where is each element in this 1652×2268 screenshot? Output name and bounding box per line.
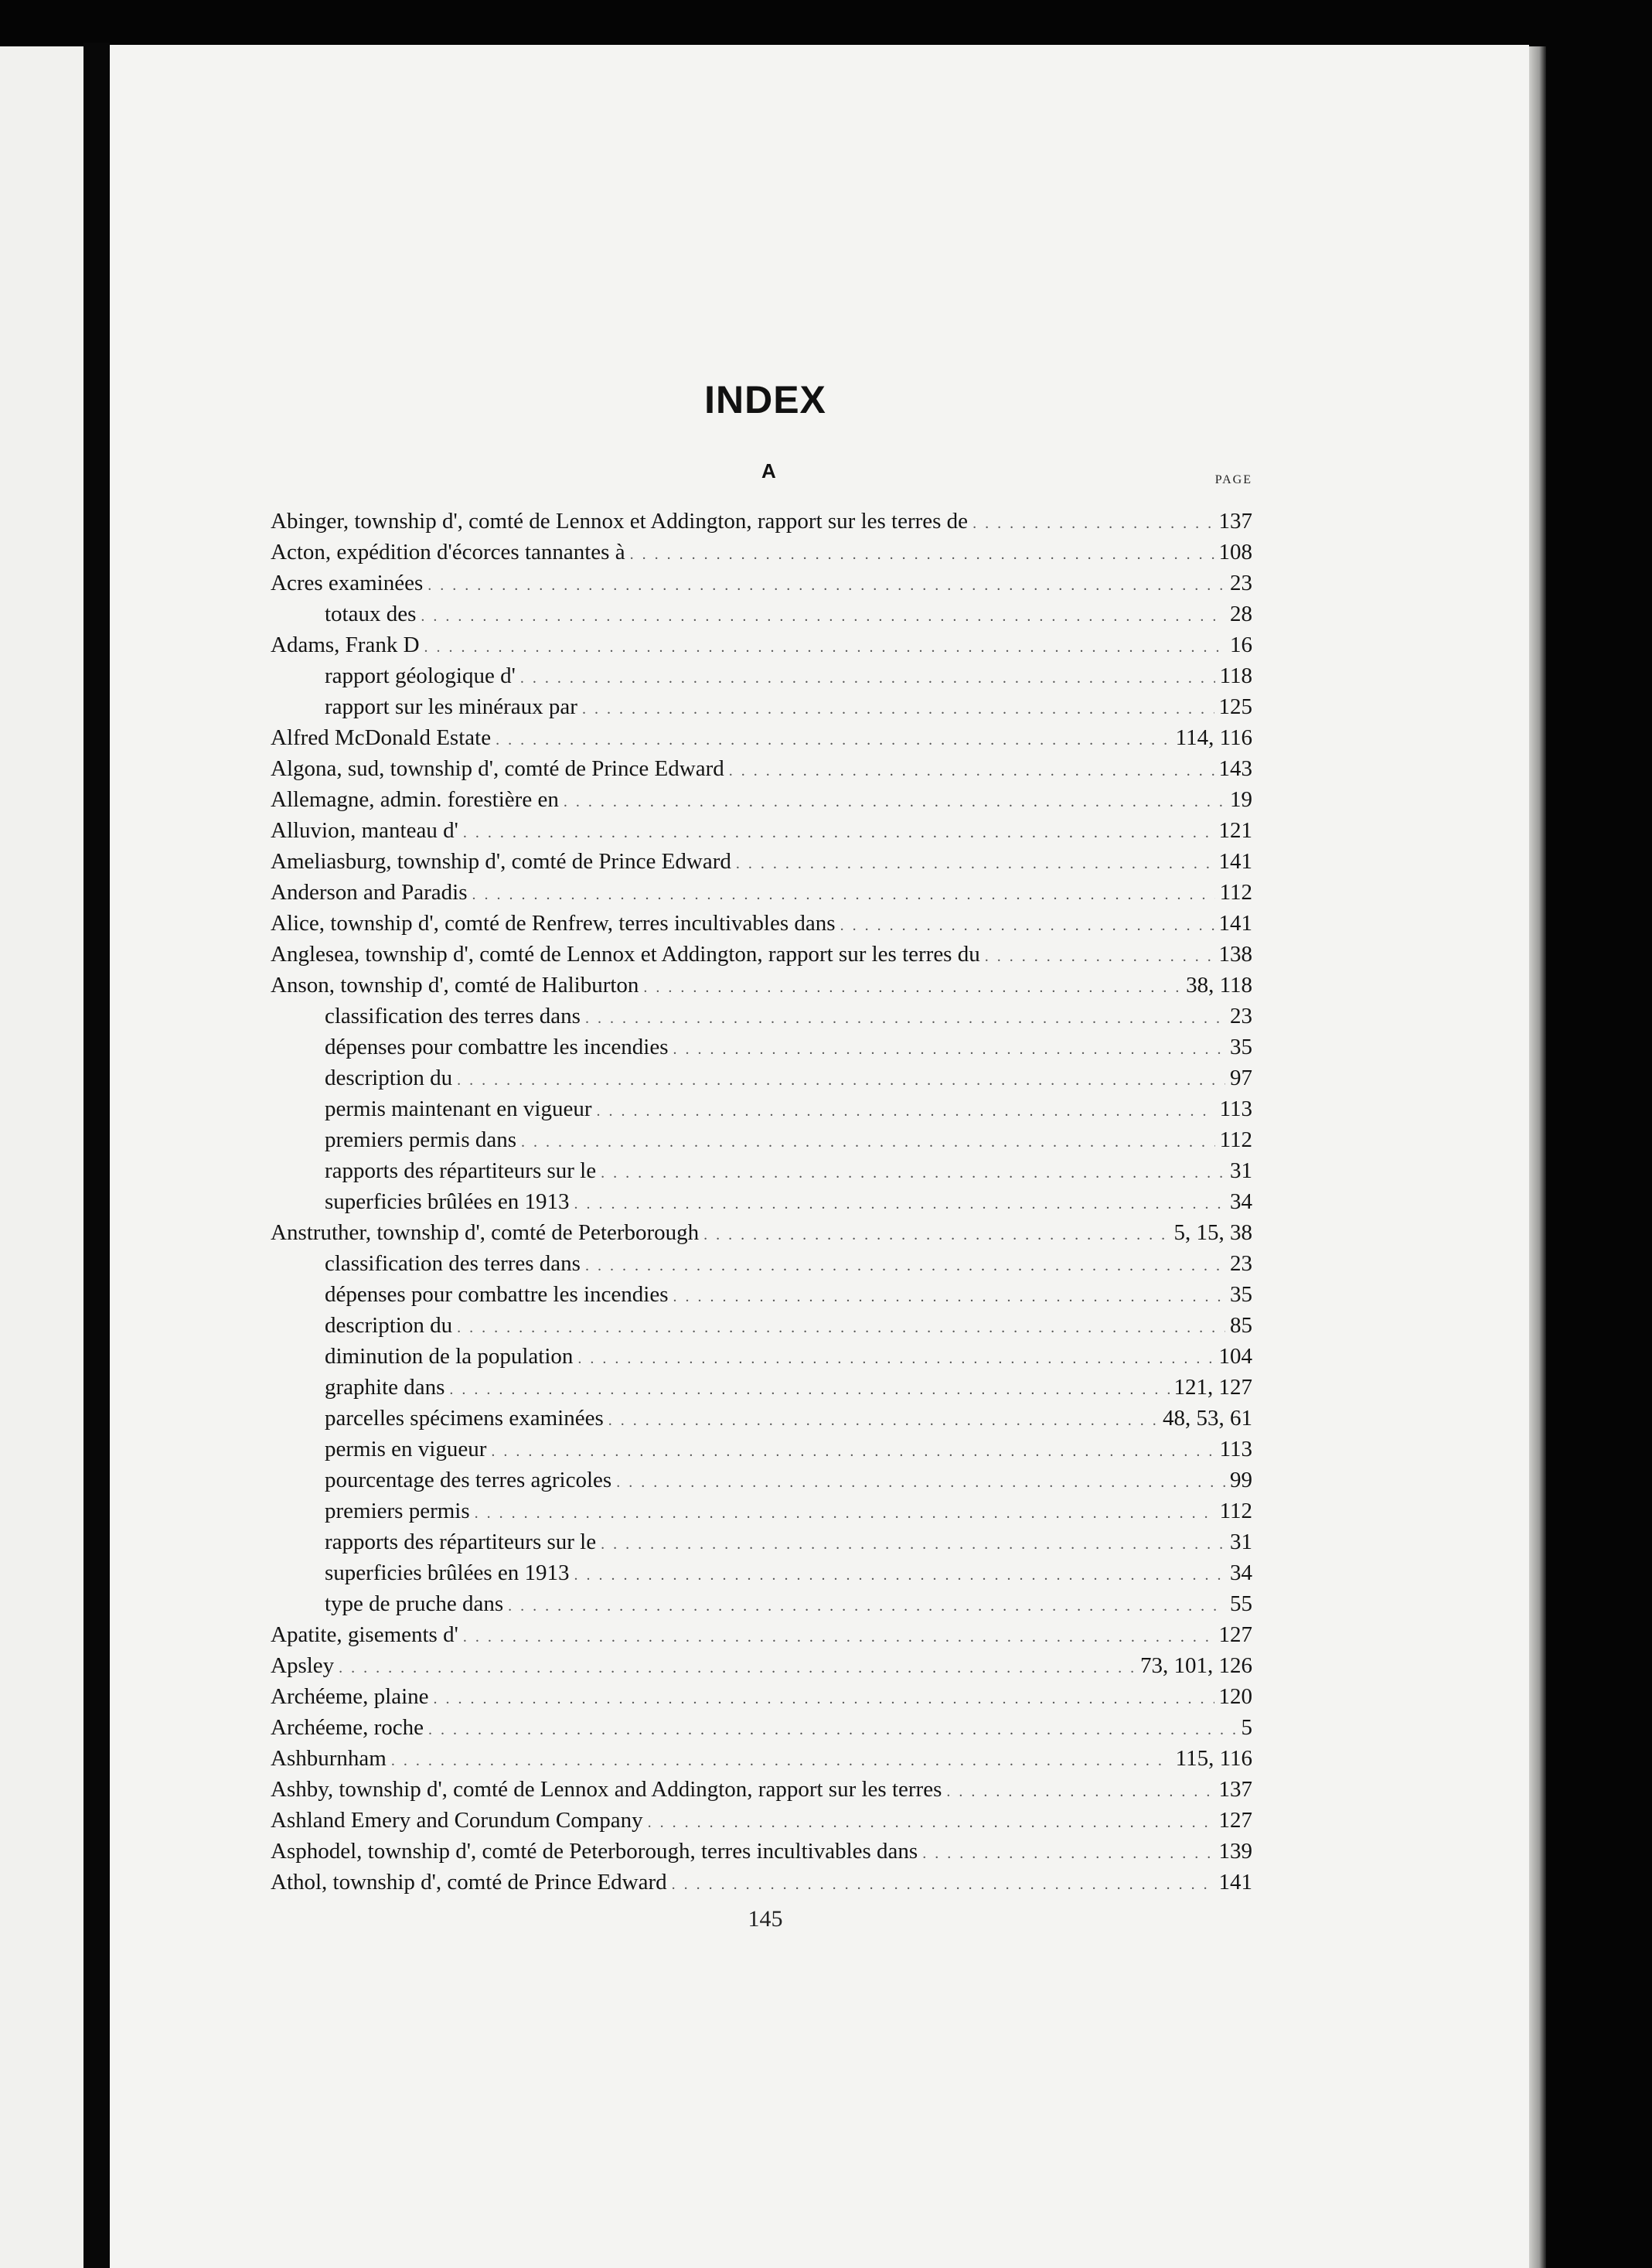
dot-leader [574, 1189, 1225, 1219]
entry-text: rapports des répartiteurs sur le [325, 1158, 597, 1183]
dot-leader [463, 817, 1214, 848]
dot-leader [673, 1034, 1225, 1065]
dot-leader [596, 1096, 1214, 1127]
entry-page-numbers: 5, 15, 38 [1173, 1220, 1252, 1245]
index-entry [271, 939, 1252, 970]
index-entry [271, 537, 1252, 568]
entry-text: Acton, expédition d'écorces tannantes à [271, 540, 625, 564]
dot-leader [946, 1776, 1214, 1807]
entry-page-numbers: 112 [1219, 1499, 1252, 1523]
dot-leader [391, 1745, 1171, 1776]
index-subentry [271, 1124, 1252, 1155]
entry-text: superficies brûlées en 1913 [325, 1560, 570, 1585]
index-subentry [271, 1093, 1252, 1124]
index-entry [271, 1867, 1252, 1898]
entry-page-numbers: 48, 53, 61 [1163, 1406, 1252, 1431]
entry-text: pourcentage des terres agricoles [325, 1468, 612, 1492]
dot-leader [574, 1560, 1225, 1591]
entry-page-numbers: 127 [1218, 1808, 1252, 1833]
entry-page-numbers: 137 [1218, 1777, 1252, 1802]
entry-page-numbers: 121, 127 [1173, 1375, 1252, 1400]
entry-text: rapports des répartiteurs sur le [325, 1530, 597, 1554]
dot-leader [643, 972, 1181, 1003]
entry-text: Acres examinées [271, 571, 424, 595]
entry-page-numbers: 115, 116 [1175, 1746, 1252, 1771]
dot-leader [424, 632, 1225, 663]
index-subentry [271, 1372, 1252, 1403]
entry-page-numbers: 143 [1218, 756, 1252, 781]
entry-page-numbers: 141 [1218, 849, 1252, 874]
index-entry [271, 970, 1252, 1001]
entry-page-numbers: 99 [1230, 1468, 1252, 1492]
entry-page-numbers: 97 [1230, 1066, 1252, 1090]
entry-page-numbers: 5 [1241, 1715, 1252, 1740]
entry-text: totaux des [325, 602, 417, 626]
index-entry [271, 1774, 1252, 1805]
index-entry [271, 1743, 1252, 1774]
index-subentry [271, 1310, 1252, 1341]
dot-leader [520, 663, 1215, 694]
index-entry [271, 908, 1252, 939]
dot-leader [585, 1003, 1225, 1034]
index-entry [271, 1712, 1252, 1743]
entry-page-numbers: 114, 116 [1175, 725, 1252, 750]
index-entry [271, 1681, 1252, 1712]
entry-page-numbers: 141 [1218, 911, 1252, 936]
dot-leader [427, 570, 1225, 601]
entry-page-numbers: 108 [1218, 540, 1252, 564]
entry-page-numbers: 19 [1230, 787, 1252, 812]
dot-leader [673, 1281, 1225, 1312]
index-subentry [271, 1155, 1252, 1186]
entry-text: Alluvion, manteau d' [271, 818, 458, 843]
dot-leader [428, 1714, 1236, 1745]
entry-page-numbers: 23 [1230, 571, 1252, 595]
dot-leader [736, 848, 1214, 879]
index-entry [271, 1650, 1252, 1681]
dot-leader [564, 786, 1225, 817]
index-subentry [271, 1062, 1252, 1093]
index-entry [271, 877, 1252, 908]
entry-page-numbers: 112 [1219, 1127, 1252, 1152]
dot-leader [582, 694, 1214, 725]
entry-page-numbers: 16 [1230, 633, 1252, 657]
entry-page-numbers: 73, 101, 126 [1140, 1653, 1252, 1678]
entry-page-numbers: 127 [1218, 1622, 1252, 1647]
entry-page-numbers: 138 [1218, 942, 1252, 967]
dot-leader [496, 725, 1171, 755]
entry-text: permis en vigueur [325, 1437, 487, 1461]
dot-leader [840, 910, 1214, 941]
index-subentry [271, 1496, 1252, 1526]
index-entry [271, 1619, 1252, 1650]
dot-leader [457, 1065, 1225, 1096]
dot-leader [463, 1622, 1214, 1652]
index-entry [271, 1805, 1252, 1836]
entry-text: rapport géologique d' [325, 663, 516, 688]
entry-text: classification des terres dans [325, 1251, 581, 1276]
entry-page-numbers: 120 [1218, 1684, 1252, 1709]
entry-text: Archéeme, roche [271, 1715, 424, 1740]
entry-text: Ashburnham [271, 1746, 387, 1771]
dot-leader [601, 1529, 1225, 1560]
entry-page-numbers: 38, 118 [1186, 973, 1252, 998]
dot-leader [585, 1250, 1225, 1281]
dot-leader [421, 601, 1225, 632]
entry-text: Anson, township d', comté de Haliburton [271, 973, 639, 998]
dot-leader [630, 539, 1214, 570]
dot-leader [672, 1869, 1214, 1900]
entry-text: Anderson and Paradis [271, 880, 468, 905]
entry-page-numbers: 118 [1219, 663, 1252, 688]
index-subentry [271, 1341, 1252, 1372]
entry-page-numbers: 113 [1219, 1437, 1252, 1461]
entry-page-numbers: 141 [1218, 1870, 1252, 1895]
dot-leader [434, 1683, 1214, 1714]
entry-text: Ashby, township d', comté de Lennox and Addington, rapport sur les terres [271, 1777, 942, 1802]
entry-text: description du [325, 1313, 453, 1338]
dot-leader [457, 1312, 1225, 1343]
dot-leader [449, 1374, 1169, 1405]
entry-text: permis maintenant en vigueur [325, 1096, 592, 1121]
entry-text: premiers permis [325, 1499, 470, 1523]
entry-text: Alfred McDonald Estate [271, 725, 492, 750]
entry-page-numbers: 31 [1230, 1530, 1252, 1554]
entry-text: Alice, township d', comté de Renfrew, terres incultivables dans [271, 911, 836, 936]
page-number: 145 [748, 1906, 783, 1932]
dot-leader [703, 1219, 1169, 1250]
dot-leader [472, 879, 1215, 910]
entry-text: diminution de la population [325, 1344, 574, 1369]
entry-text: classification des terres dans [325, 1004, 581, 1028]
entry-text: rapport sur les minéraux par [325, 694, 577, 719]
entry-page-numbers: 121 [1218, 818, 1252, 843]
index-entry [271, 784, 1252, 815]
index-entry [271, 568, 1252, 599]
entry-text: Allemagne, admin. forestière en [271, 787, 559, 812]
entry-text: Adams, Frank D [271, 633, 420, 657]
entry-page-numbers: 85 [1230, 1313, 1252, 1338]
entry-text: Ameliasburg, township d', comté de Prince Edward [271, 849, 731, 874]
entry-text: Anstruther, township d', comté de Peterborough [271, 1220, 700, 1245]
entry-page-numbers: 34 [1230, 1560, 1252, 1585]
entry-text: parcelles spécimens examinées [325, 1406, 604, 1431]
dot-leader [972, 508, 1214, 539]
dot-leader [616, 1467, 1225, 1498]
entry-page-numbers: 55 [1230, 1591, 1252, 1616]
entry-page-numbers: 28 [1230, 602, 1252, 626]
entry-text: superficies brûlées en 1913 [325, 1189, 570, 1214]
entry-page-numbers: 139 [1218, 1839, 1252, 1864]
index-subentry [271, 1032, 1252, 1062]
index-subentry [271, 1248, 1252, 1279]
index-subentry [271, 1526, 1252, 1557]
entry-text: Algona, sud, township d', comté de Prince Edward [271, 756, 724, 781]
page-title: INDEX [704, 378, 826, 421]
index-subentry [271, 1557, 1252, 1588]
entry-text: graphite dans [325, 1375, 445, 1400]
page-column-heading: PAGE [1214, 473, 1252, 486]
index-entry [271, 815, 1252, 846]
dot-leader [577, 1343, 1214, 1374]
entry-text: Archéeme, plaine [271, 1684, 429, 1709]
entry-page-numbers: 35 [1230, 1282, 1252, 1307]
dot-leader [521, 1127, 1215, 1158]
entry-text: premiers permis dans [325, 1127, 517, 1152]
index-subentry [271, 691, 1252, 722]
dot-leader [491, 1436, 1214, 1467]
index-entry [271, 506, 1252, 537]
index-subentry [271, 660, 1252, 691]
dot-leader [475, 1498, 1215, 1529]
index-subentry [271, 1186, 1252, 1217]
index-subentry [271, 1279, 1252, 1310]
index-subentry [271, 1588, 1252, 1619]
entry-text: Apsley [271, 1653, 335, 1678]
index-entry-list [271, 506, 1252, 1898]
index-entry [271, 846, 1252, 877]
entry-text: Asphodel, township d', comté de Peterborough, terres incultivables dans [271, 1839, 918, 1864]
entry-text: description du [325, 1066, 453, 1090]
entry-page-numbers: 112 [1219, 880, 1252, 905]
index-subentry [271, 1403, 1252, 1434]
entry-text: dépenses pour combattre les incendies [325, 1035, 669, 1059]
entry-text: type de pruche dans [325, 1591, 504, 1616]
dot-leader [985, 941, 1214, 972]
entry-text: dépenses pour combattre les incendies [325, 1282, 669, 1307]
entry-text: Anglesea, township d', comté de Lennox et Addington, rapport sur les terres du [271, 942, 980, 967]
index-entry [271, 1836, 1252, 1867]
entry-page-numbers: 125 [1218, 694, 1252, 719]
entry-page-numbers: 23 [1230, 1251, 1252, 1276]
entry-text: Athol, township d', comté de Prince Edward [271, 1870, 667, 1895]
entry-page-numbers: 31 [1230, 1158, 1252, 1183]
index-entry [271, 1217, 1252, 1248]
index-entry [271, 722, 1252, 753]
index-subentry [271, 1465, 1252, 1496]
entry-text: Apatite, gisements d' [271, 1622, 458, 1647]
dot-leader [729, 755, 1214, 786]
index-subentry [271, 599, 1252, 629]
index-subentry [271, 1434, 1252, 1465]
dot-leader [601, 1158, 1225, 1189]
entry-page-numbers: 34 [1230, 1189, 1252, 1214]
entry-page-numbers: 137 [1218, 509, 1252, 534]
entry-text: Ashland Emery and Corundum Company [271, 1808, 643, 1833]
right-page-edge [1529, 46, 1546, 2268]
entry-page-numbers: 113 [1219, 1096, 1252, 1121]
book-spine-shadow [83, 43, 110, 2268]
entry-page-numbers: 23 [1230, 1004, 1252, 1028]
dot-leader [608, 1405, 1158, 1436]
section-letter: A [761, 459, 776, 483]
entry-text: Abinger, township d', comté de Lennox et Addington, rapport sur les terres de [271, 509, 969, 534]
index-entry [271, 753, 1252, 784]
dot-leader [648, 1807, 1214, 1838]
entry-page-numbers: 35 [1230, 1035, 1252, 1059]
entry-page-numbers: 104 [1218, 1344, 1252, 1369]
index-subentry [271, 1001, 1252, 1032]
index-entry [271, 629, 1252, 660]
dot-leader [922, 1838, 1214, 1869]
dot-leader [339, 1652, 1136, 1683]
dot-leader [508, 1591, 1225, 1622]
